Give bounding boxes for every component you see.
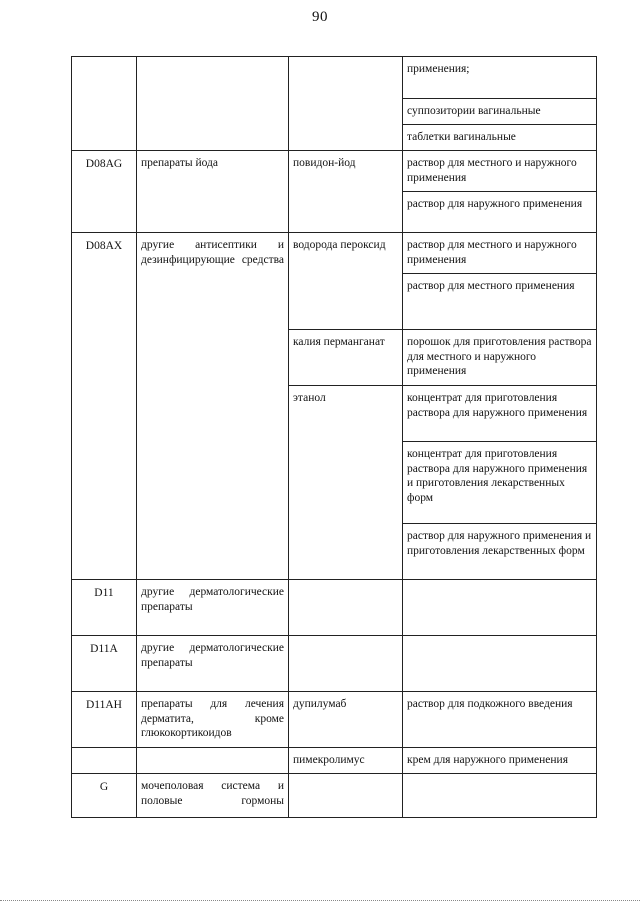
table-cell-code: [72, 57, 137, 151]
table-cell-group: препараты для лечения дерматита, кроме глюкокортикоидов: [137, 692, 289, 748]
table-cell-code: D08AG: [72, 151, 137, 233]
table-cell-form: таблетки вагинальные: [403, 125, 597, 151]
table-cell-inn: [289, 636, 403, 692]
drug-table: [71, 56, 597, 818]
table-cell-form: [403, 636, 597, 692]
table-cell-group: другие дерматологические препараты: [137, 580, 289, 636]
table-cell-code: [72, 748, 137, 774]
table-cell-form: концентрат для приготовления раствора для наружного применения и приготовления лекарственных форм: [403, 442, 597, 524]
table-cell-form: [403, 580, 597, 636]
table-cell-inn: этанол: [289, 386, 403, 580]
table-cell-code: D11A: [72, 636, 137, 692]
table-row: [72, 57, 597, 99]
table-cell-form: раствор для подкожного введения: [403, 692, 597, 748]
page-number: 90: [312, 9, 328, 25]
table-cell-inn: [289, 57, 403, 151]
table-cell-code: D11: [72, 580, 137, 636]
drug-table-body: [72, 57, 597, 818]
table-cell-inn: водорода пероксид: [289, 233, 403, 330]
table-cell-form: применения;: [403, 57, 597, 99]
table-cell-group: [137, 57, 289, 151]
table-cell-group: другие антисептики и дезинфицирующие средства: [137, 233, 289, 580]
table-cell-group: мочеполовая система и половые гормоны: [137, 774, 289, 818]
table-cell-code: D11AH: [72, 692, 137, 748]
table-cell-form: раствор для местного применения: [403, 274, 597, 330]
table-cell-inn: калия перманганат: [289, 330, 403, 386]
page-bottom-rule: [0, 900, 640, 901]
table-cell-group: [137, 748, 289, 774]
table-row: [72, 151, 597, 192]
table-cell-inn: пимекролимус: [289, 748, 403, 774]
table-row: [72, 636, 597, 692]
table-cell-inn: [289, 580, 403, 636]
table-row: [72, 233, 597, 274]
table-cell-form: раствор для наружного применения: [403, 192, 597, 233]
table-cell-form: [403, 774, 597, 818]
table-cell-form: раствор для наружного применения и приготовления лекарственных форм: [403, 524, 597, 580]
table-cell-inn: дупилумаб: [289, 692, 403, 748]
table-cell-code: D08AX: [72, 233, 137, 580]
table-cell-inn: [289, 774, 403, 818]
table-cell-code: G: [72, 774, 137, 818]
table-cell-form: концентрат для приготовления раствора для наружного применения: [403, 386, 597, 442]
table-cell-group: другие дерматологические препараты: [137, 636, 289, 692]
table-cell-group: препараты йода: [137, 151, 289, 233]
table-row: [72, 774, 597, 818]
table-row: [72, 748, 597, 774]
table-row: [72, 692, 597, 748]
table-cell-form: крем для наружного применения: [403, 748, 597, 774]
table-cell-form: раствор для местного и наружного применения: [403, 151, 597, 192]
table-row: [72, 580, 597, 636]
table-cell-form: суппозитории вагинальные: [403, 99, 597, 125]
table-cell-form: раствор для местного и наружного применения: [403, 233, 597, 274]
table-cell-inn: повидон-йод: [289, 151, 403, 233]
table-cell-form: порошок для приготовления раствора для местного и наружного применения: [403, 330, 597, 386]
